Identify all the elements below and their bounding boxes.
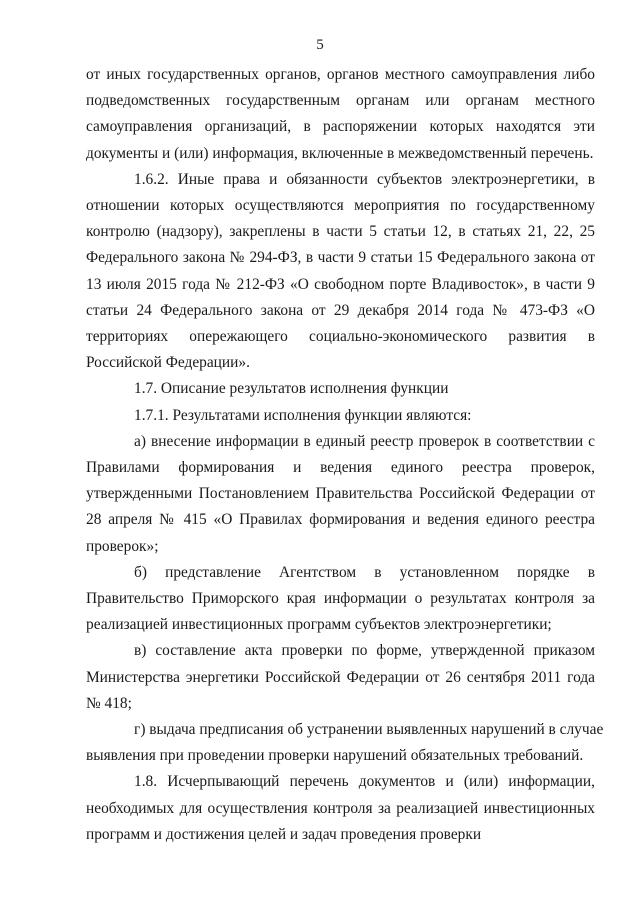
text-line: самоуправления организаций, в распоряжении которых находятся эти bbox=[86, 118, 595, 136]
text-line: 1.7.1. Результатами исполнения функции являются: bbox=[134, 406, 472, 424]
text-line: 1.7. Описание результатов исполнения функции bbox=[134, 380, 449, 398]
text-line: 28 апреля № 415 «О Правилах формирования и ведения единого реестра bbox=[86, 511, 595, 529]
text-line: 1.6.2. Иные права и обязанности субъектов электроэнергетики, в bbox=[134, 170, 595, 188]
paragraph bbox=[86, 429, 595, 560]
paragraph bbox=[86, 376, 595, 402]
paragraph bbox=[86, 403, 595, 429]
text-line: в) составление акта проверки по форме, утвержденной приказом bbox=[134, 642, 595, 660]
paragraph bbox=[86, 638, 595, 717]
paragraph bbox=[86, 769, 595, 848]
document-body bbox=[86, 62, 604, 848]
text-line: 13 июля 2015 года № 212-ФЗ «О свободном порте Владивосток», в части 9 bbox=[86, 275, 595, 293]
text-line: программ и достижения целей и задач проведения проверки bbox=[86, 825, 482, 843]
text-line: Правительство Приморского края информации о результатах контроля за bbox=[86, 590, 595, 608]
text-line: Российской Федерации». bbox=[86, 354, 250, 372]
text-line: Правилами формирования и ведения единого реестра проверок, bbox=[86, 459, 595, 477]
text-line: 1.8. Исчерпывающий перечень документов и (или) информации, bbox=[134, 773, 595, 791]
text-line: контролю (надзору), закреплены в части 5 статьи 12, в статьях 21, 22, 25 bbox=[86, 223, 595, 241]
text-line: Федерального закона № 294-ФЗ, в части 9 статьи 15 Федерального закона от bbox=[86, 249, 595, 267]
text-line: от иных государственных органов, органов местного самоуправления либо bbox=[86, 66, 595, 83]
paragraph bbox=[86, 560, 595, 639]
text-line: проверок»; bbox=[86, 537, 159, 555]
paragraph bbox=[86, 717, 604, 769]
text-line: территориях опережающего социально-экономического развития в bbox=[86, 328, 595, 346]
text-line: выявления при проведении проверки нарушений обязательных требований. bbox=[86, 747, 584, 765]
text-line: № 418; bbox=[86, 694, 132, 712]
text-line: подведомственных государственным органам или органам местного bbox=[86, 92, 595, 110]
text-line: реализацией инвестиционных программ субъектов электроэнергетики; bbox=[86, 616, 552, 634]
page-number: 5 bbox=[316, 37, 324, 53]
text-line: утвержденными Постановлением Правительства Российской Федерации от bbox=[86, 485, 595, 503]
text-line: Министерства энергетики Российской Федерации от 26 сентября 2011 года bbox=[86, 668, 595, 686]
text-line: документы и (или) информация, включенные в межведомственный перечень. bbox=[86, 144, 594, 162]
text-line: отношении которых осуществляются мероприятия по государственному bbox=[86, 197, 595, 215]
text-line: г) выдача предписания об устранении выявленных нарушений в случае bbox=[134, 721, 604, 739]
text-line: необходимых для осуществления контроля за реализацией инвестиционных bbox=[86, 799, 595, 817]
paragraph bbox=[86, 167, 595, 377]
text-line: б) представление Агентством в установленном порядке в bbox=[134, 563, 595, 581]
text-line: а) внесение информации в единый реестр проверок в соответствии с bbox=[134, 432, 595, 450]
text-line: статьи 24 Федерального закона от 29 декабря 2014 года № 473-ФЗ «О bbox=[86, 301, 595, 319]
paragraph bbox=[86, 62, 595, 167]
